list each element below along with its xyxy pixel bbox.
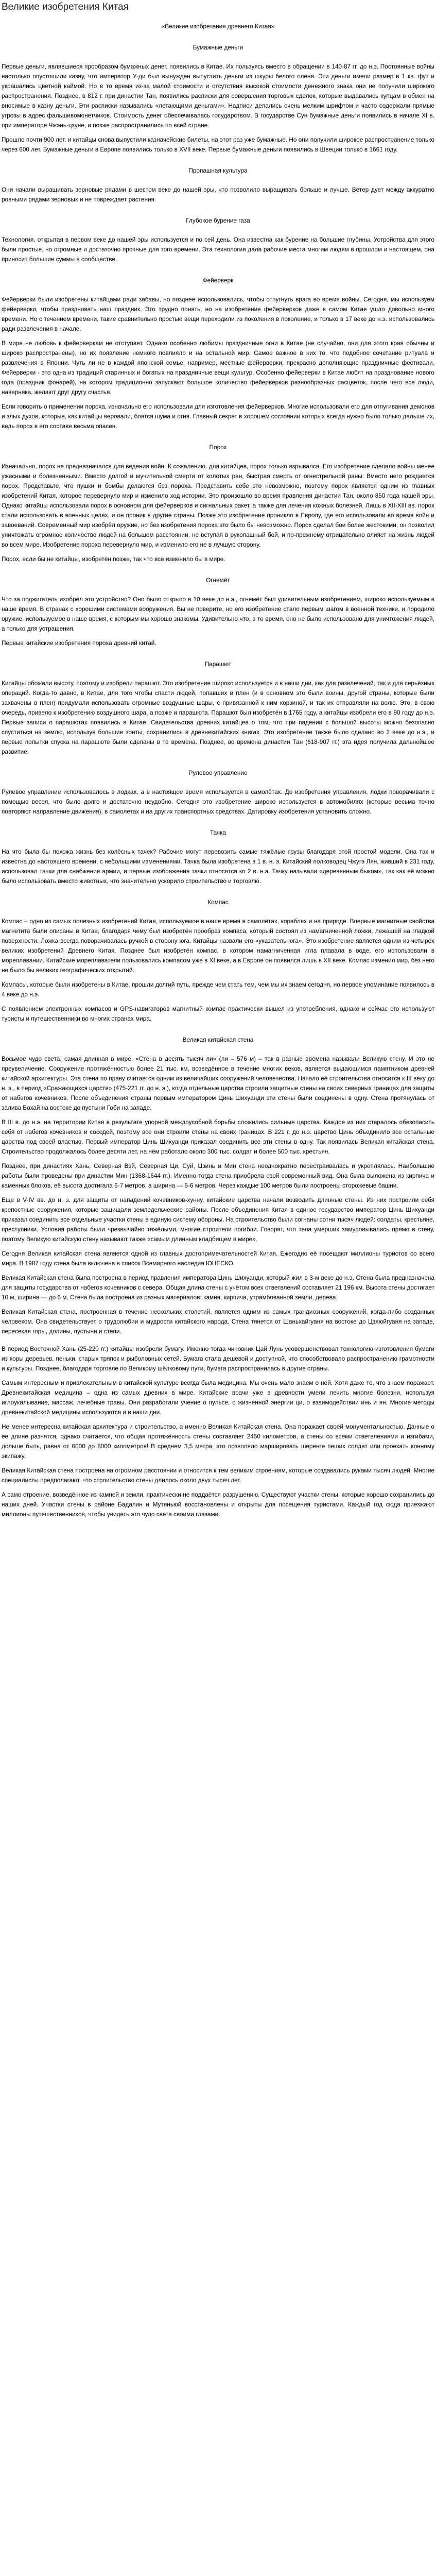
paragraph: С появлением электронных компасов и GPS-навигаторов магнитный компас практически вышел из употребления, однако и сейчас его используют туристы и путешественники во многих странах мира. bbox=[2, 1005, 434, 1022]
article-section bbox=[2, 768, 434, 817]
paragraph: Прошло почти 900 лет, и китайцы снова выпустили казначейские билеты, на этот раз уже бумажные. Но они получили широкое распространение только через 600 лет. Бумажные деньги в Европе появились только в XVII веке. Первые бумажные деньги появились в Швеции только в 1661 году. bbox=[2, 136, 434, 153]
paragraph: В период Восточной Хань (25-220 гг.) китайцы изобрели бумагу. Именно тогда чиновник Цай Лунь усовершенствовал технологию изготовления бумаги из коры деревьев, пеньки, старых тряпок и рыболовных сетей. Бумага стала дешёвой и доступной, что способствовало распространению грамотности и культуры. Позднее, благодаря торговле по Великому шёлковому пути, бумага распространилась в другие страны. bbox=[2, 1345, 434, 1372]
paragraph: А само строение, возведённое из камней и земли, практически не поддаётся разрушению. Существуют участки стены, которые хорошо сохранились до наших дней. Участки стены в районе Бадалин и Мутяньюй восстановлены и открыты для посещения туристами. Каждый год сюда приезжают миллионы путешественников, чтобы увидеть это чудо света своими глазами. bbox=[2, 1491, 434, 1518]
paragraph: Китайцы обожали высоту, поэтому и изобрели парашют. Это изобретение широко используется и в наши дни, как для развлечений, так и для серьёзных операций. Когда-то давно, в Китае, для того чтобы спасти людей, попавших в плен (и в основном это были воины, другой страны, которые были захвачены в плен) придумали использовать огромные воздушные шары, с привязанной к ним корзиной, и так их отправляли на волю. Это, в свою очередь, привело к изобретению воздушного шара, а позже и парашюта. Парашют был изобретён в 1765 году, а китайцы изобрели его в 90 году до н.э. Первые записи о парашютах появились в Китае. Свидетельства древних китайцев о том, что при падении с большой высоты можно безопасно спуститься на землю, используя большие зонты, сохранились в древнекитайских книгах. Это изобретение также было сделано во 2 веке до н.э., и первые попытки спуска на парашюте были сделаны в те времена. Позднее, во времена династии Тан (618-907 гг.) эта идея получила дальнейшее развитие. bbox=[2, 680, 434, 755]
paragraph: Если говорить о применении пороха, изначально его использовали для изготовления фейерверков. Многие использовали его для отпугивания демонов и злых духов, которые, как китайцы веровали, боятся шума и огня. Главный секрет в хорошем состоянии которых всегда нужно было только дальше их, ведь порох в его составе весьма опасен. bbox=[2, 403, 434, 430]
section-heading: Парашют bbox=[204, 660, 232, 668]
article-section bbox=[2, 443, 434, 564]
section-heading: Фейерверк bbox=[202, 277, 234, 284]
section-heading: Рулевое управление bbox=[188, 769, 248, 776]
section-heading: Компас bbox=[207, 899, 229, 906]
article-section bbox=[2, 659, 434, 757]
article-section bbox=[2, 216, 434, 264]
article-section bbox=[2, 43, 434, 155]
paragraph: Восьмое чудо света, самая длинная в мире, «Стена в десять тысяч ли» (ли – 576 м) – так в разные времена называли Великую стену. И это не преувеличение. Сооружение протяжённостью более 21 тыс. км, возведённое в течение многих веков, является выдающимся памятником древней китайской архитектуры. Эта стена по праву считается одним из величайших сооружений человечества. Начало её строительства относится к III веку до н. э., в период «Сражающихся царств» (475-221 гг. до н. э.), когда отдельные царства строили защитные стены на своих северных границах для защиты от набегов кочевников. После объединения страны первым императором Цинь Шихуанди эти стены были соединены в одну. Стена протянулась от залива Бохай на востоке до пустыни Гоби на западе. bbox=[2, 1055, 434, 1111]
paragraph: Они начали выращивать зерновые рядами в шестом веке до нашей эры, что позволило выращивать больше и лучше. Ветер дует между аккуратно ровными рядами зерновых и не повреждает растения. bbox=[2, 186, 434, 203]
section-heading: Бумажные деньги bbox=[193, 44, 243, 51]
paragraph: Компас – одно из самых полезных изобретений Китая, используемое в наше время в самолётах, кораблях и на природе. Впервые магнитные свойства магнетита были описаны в Китае, благодаря чему был изобретён прообраз компаса, который состоял из намагниченной ложки, лежащей на гладкой поверхности. Ложка всегда поворачивалась ручкой в сторону юга. Китайцы назвали его «указатель юга». Это изобретение является одним из четырёх великих изобретений Древнего Китая. Позднее был изобретён компас, в котором намагниченная игла плавала в воде, его использовали в мореплавании. Китайские мореплаватели пользовались компасом уже в XI веке, а в Европе он появился лишь в XII веке. Компас изменил мир, без него не было бы великих географических открытий. bbox=[2, 918, 434, 974]
paragraph: Что за поджигатель изобрёл это устройство? Оно было открыто в 10 веке до н.э., огнемёт был удивительным изобретением, широко используемым в наше время. В странах с хорошими системами вооружения. Вы не поверите, но его изобретение стало первым шагом в военной технике, и породило оружие, используемое в наше время, с которым мы хорошо знакомы. Удивительно что, в то время, оно не было использовано для уничтожения людей, а только для устрашения. bbox=[2, 596, 434, 632]
paragraph: Великая Китайская стена, построенная в течение нескольких столетий, является одним из самых грандиозных сооружений, когда-либо созданных человеком. Она свидетельствует о трудолюбии и мудрости китайского народа. Стена тянется от Шаньхайгуаня на востоке до Цзяюйгуаня на западе, пересекая горы, долины, пустыни и степи. bbox=[2, 1308, 434, 1335]
paragraph: Фейерверки были изобретены китайцами ради забавы, но позднее использовались, чтобы отпугнуть врага во время войны. Сегодня, мы используем фейерверки, чтобы праздновать наш праздник. Это трудно понять, но на изобретение фейерверков даже в самом Китае ушло довольно много времени. Но с течением времени, такие сравнительно простые вещи переходили из поколения в поколение, и только в 17 веке до н.э. использовались ради развлечения в начале. bbox=[2, 296, 434, 332]
paragraph: Первые китайские изобретения пороха древний китай. bbox=[2, 639, 156, 647]
article-section bbox=[2, 1035, 434, 1336]
article-section bbox=[2, 575, 434, 648]
paragraph: Великая Китайская стена построена на огромном расстоянии и относится к тем великим строениям, которые создавались руками тысяч людей. Многие специалисты предполагают, что строительство стены длилось около двух тысяч лет. bbox=[2, 1467, 434, 1484]
paragraph: Великая Китайская стена была построена в период правления императора Цинь Шихуанди, который жил в 3-м веке до н.э. Стена была предназначена для защиты государства от набегов кочевников с севера. Общая длина стены с учётом всех ответвлений составляет 21 196 км. Высота стены достигает 10 м, ширина — до 6 м. Стена была построена из разных материалов: камня, кирпича, утрамбованной земли, дерева. bbox=[2, 1274, 434, 1301]
paragraph: Первые деньги, являвшиеся прообразом бумажных денег, появились в Китае. Их пользуясь вместо в обращении в 140-87 гг. до н.э. Постоянные войны настолько опустошили казну, что император У-ди был вынужден выпустить деньги из шкуры белого оленя. Эти деньги имели размер в 1 кв. фут и украшались цветной каймой. Но в то время из-за малой стоимости и отсутствия высокой стоимости денежного знака они не получили широкого распространения. Позднее, в 812 г. при династии Тан, появились расписки для совершения торговых сделок, которые выдавались купцам в обмен на вносимые в казну деньги. Эти расписки назывались «летающими деньгами». Надписи делались очень мелким шрифтом и часто содержали прямые угрозы в адрес фальшивомонетчиков. Стоимость денег обеспечивалась государством. В государстве Сун бумажные деньги появились в начале XI в. при императоре Чжэнь-цзуне, и позже распространились по всей стране. bbox=[2, 63, 434, 129]
article-section bbox=[2, 897, 434, 1024]
document-subtitle: «Великие изобретения древнего Китая» bbox=[161, 23, 275, 30]
paragraph: На что была бы похожа жизнь без колёсных тачек? Рабочие могут перевозить самые тяжёлые грузы благодаря этой простой модели. Она так и известна до настоящего времени, с небольшими изменениями. Тачка была изобретена в 1 в. н. э. Китайский полководец Чжугэ Лян, живший в 231 году, использовал тачки для снабжения армии, и первые изображения тачки относятся ко 2 в. н.э. Тачку называли «деревянным быком», так как её можно было использовать вместо животных, что значительно ускорило строительство и торговлю. bbox=[2, 848, 434, 885]
paragraph: Компасы, которые были изобретены в Китае, прошли долгий путь, прежде чем стать тем, чем мы их знаем сегодня, но первое упоминание появилось в 4 веке до н.э. bbox=[2, 981, 434, 998]
paragraph: Порох, если бы не китайцы, изобретён позже, так что всё изменило бы в мире. bbox=[2, 555, 225, 563]
paragraph: Рулевое управление использовалось в лодках, а в настоящее время используется в самолётах. До изобретения управления, лодки поворачивали с помощью весел, что было долго и достаточно неудобно. Сегодня это изобретение широко используется в автомобилях (которые весьма точно повторяют направление движения), в самолетах и на других транспортных средствах. Датировку изобретения установить сложно. bbox=[2, 788, 434, 815]
paragraph: Сегодня Великая китайская стена является одной из главных достопримечательностей Китая. Ежегодно её посещают миллионы туристов со всего мира. В 1987 году стена была включена в список Всемирного наследия ЮНЕСКО. bbox=[2, 1250, 434, 1267]
paragraph: Еще в V-IV вв. до н. э. для защиты от нападений кочевников-хунну, китайские царства начали возводить длинные стены. Из них построили себя крепостные сооружения, которые защищали земледельческие районы. После объединения Китая в единое государство император Цинь Шихуанди приказал соединить все отдельные участки стены в единую систему обороны. На строительство были согнаны сотни тысяч людей: солдаты, крестьяне, преступники. Условия работы были чрезвычайно тяжёлыми, многие строители погибли. Говорят, что тела умерших замуровывались прямо в стену, поэтому Великую китайскую стену называют также «самым длинным кладбищем в мире». bbox=[2, 1196, 434, 1243]
article-body bbox=[2, 43, 434, 1519]
article-section bbox=[2, 828, 434, 886]
section-heading: Великая китайская стена bbox=[182, 1036, 254, 1043]
article-section bbox=[2, 166, 434, 205]
paragraph: Самым интересным и привлекательным в китайской культуре всегда была медицина. Мы очень мало знаем о ней. Хотя даже то, что знаем поражает. Древнекитайская медицина – одна из самых древних в мире. Китайские врачи уже в древности умели лечить многие болезни, используя иглоукалывание, массаж, лечебные травы. Они разработали учение о пульсе, о жизненной энергии ци, о взаимодействии инь и ян. Многие методы древнекитайской медицины используются и в наши дни. bbox=[2, 1379, 434, 1416]
article-section bbox=[2, 276, 434, 431]
section-heading: Порох bbox=[209, 444, 227, 451]
section-heading: Огнемёт bbox=[206, 577, 230, 584]
section-heading: Глубокое бурение газа bbox=[186, 217, 250, 224]
paragraph: Не менее интересна китайская архитектура и строительство, а именно Великая Китайская стена. Она поражает своей монументальностью. Данные о ее длине разнятся, однако считается, что общая протяжённость стены составляет 2450 километров, а стены со всеми ответвлениями и изгибами, дольше быть, равна от 6000 до 8000 километров! В среднем 3,5 метра, это позволяло маршировать шеренге пеших солдат или проехать конному экипажу. bbox=[2, 1423, 434, 1460]
section-heading: Тачка bbox=[210, 829, 226, 836]
paragraph: Позднее, при династиях Хань, Северная Вэй, Северная Ци, Суй, Цзинь и Мин стена неоднократно перестраивалась и укреплялась. Наибольшие работы были проведены при династии Мин (1368-1644 гг.). Именно тогда стена приобрела свой современный вид. Она была выложена из кирпича и каменных блоков, её высота достигала 6-7 метров, а ширина — 5-6 метров. Через каждые 100 метров были построены сторожевые башни. bbox=[2, 1162, 434, 1189]
paragraph: В мире не любовь к фейерверкам не отступает. Однако особенно любимы праздничные огни в Китае (не случайно, они для этого края обычны и широко распространены), но их появление немного повлияло и на остальной мир. Самое важное в них то, что подобное сочетание ритуала и развлечения в Японии. Чуть ли не в каждой японской семье, например, местные фейерверки, прекрасно дополняющие праздничные фестивали. Фейерверки - это одна из традиций старинных и богатых на праздничные вещи культур. Особенно фейерверки в Китае любят на празднование нового года (праздник фонарей), на котором традиционно запускают большое количество фейерверков разнообразных расцветок, после чего все люди, наверняка, желают друг другу счастья. bbox=[2, 340, 434, 396]
page-title: Великие изобретения Китая bbox=[2, 2, 129, 12]
paragraph: В III в. до н.э. на территории Китая в результате упорной междоусобной борьбы сложились сильные царства. Каждое из них старалось обезопасить себя от набегов кочевников и соседей, поэтому все они строили стены на своих границах. В 221 г. до н.э. царство Цинь объединило все остальные царства под своей властью. Первый император Цинь Шихуанди приказал соединить все эти стены в одну. Так появилась Великая китайская стена. Строительство продолжалось более десяти лет, на нём работало около 300 тыс. солдат и более 500 тыс. крестьян. bbox=[2, 1118, 434, 1155]
paragraph: Технология, открытая в первом веке до нашей эры используется и по сей день. Она известна как бурение на большие глубины. Устройства для этого были простые, но огромные и достаточно прочные для того времени. Эта технология дала рабочие места многим людям в прошлом и настоящем, она приносит большие суммы в сообществе. bbox=[2, 236, 434, 263]
section-heading: Пропашная культура bbox=[188, 167, 248, 174]
paragraph: Изначально, порох не предназначался для ведения войн. К сожалению, для китайцев, порох только взрывался. Его изобретение сделало войны менее ужасными и болезненными. Вместо долгой и мучительной смерти от колотых ран, быстрая смерть от огнестрельной раны. Вместо него рождается порох. Представьте, что пушки и бомбы делаются без пороха. Представить себе это невозможно, поэтому порох является одним из главных изобретений Китая, которое перевернуло мир и изменило ход истории. Это произошло во время правления династии Тан, около 850 года нашей эры. Однако китайцы использовали порох в основном для фейерверков и сигнальных ракет, а также для лечения кожных болезней. Лишь в XII-XIII вв. порох стали использовать в военных целях, и он проник в другие страны. Позже это изобретение проникло в Европу, где его использовали во время войн и завоеваний. Современный мир изобрёл оружие, но без изобретения пороха это было бы невозможно. Порох сделал бои более жестокими, он позволил уничтожать огромное количество людей на большом расстоянии, не вступая в рукопашный бой, и по-прежнему отрицательно влияет на жизнь людей во всем мире. Изобретение пороха перевернуло мир, и изменило его не в лучшую сторону. bbox=[2, 463, 434, 548]
article-section bbox=[2, 1341, 434, 1519]
